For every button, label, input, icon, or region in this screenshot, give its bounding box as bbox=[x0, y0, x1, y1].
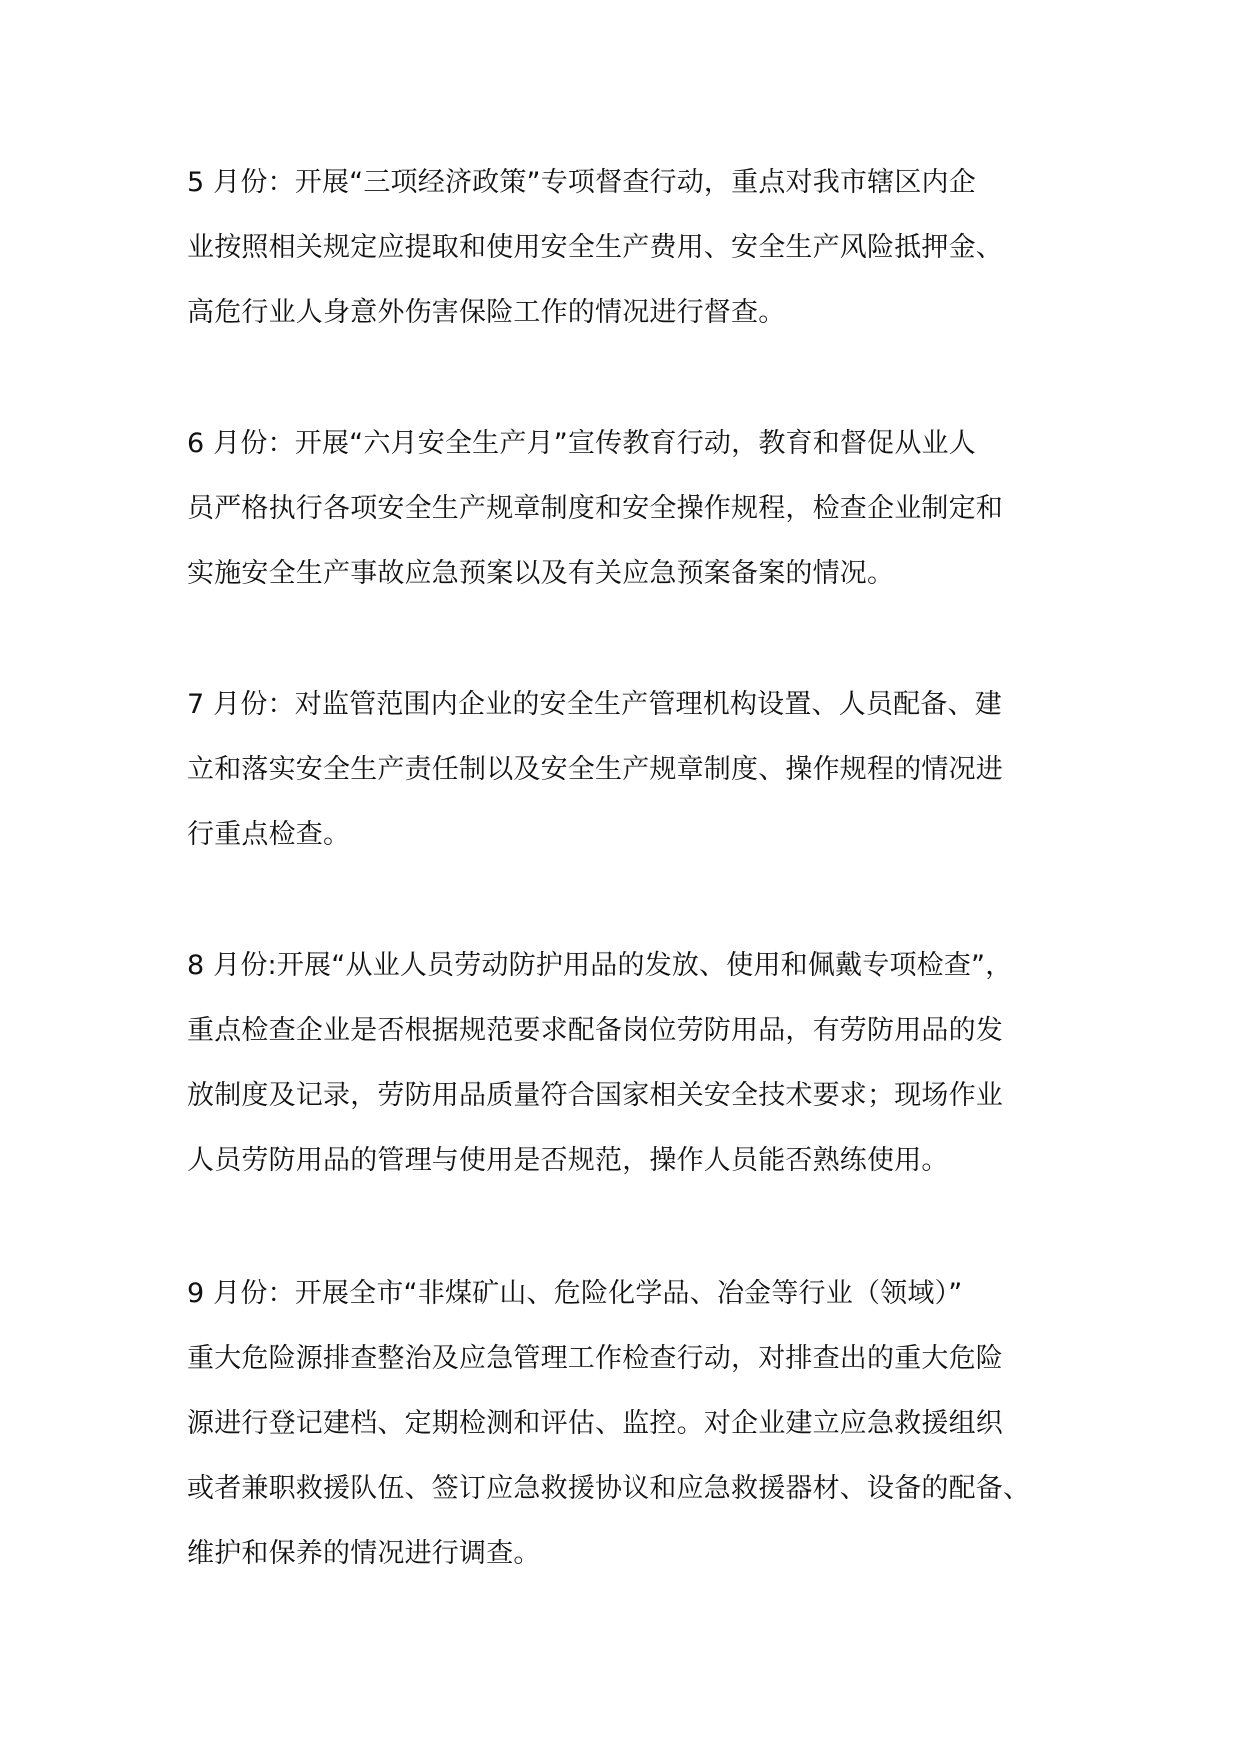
paragraph-line: 6 月份：开展“六月安全生产月”宣传教育行动，教育和督促从业人 bbox=[187, 428, 976, 459]
paragraph-line: 或者兼职救援队伍、签订应急救援协议和应急救援器材、设备的配备、 bbox=[187, 1473, 1031, 1504]
paragraph-line: 实施安全生产事故应急预案以及有关应急预案备案的情况。 bbox=[187, 558, 895, 589]
paragraph-line: 8 月份:开展“从业人员劳动防护用品的发放、使用和佩戴专项检查”， bbox=[187, 950, 1013, 981]
paragraph-september bbox=[187, 1261, 1030, 1586]
paragraph-line: 7 月份：对监管范围内企业的安全生产管理机构设置、人员配备、建 bbox=[187, 689, 1002, 720]
paragraph-line: 放制度及记录，劳防用品质量符合国家相关安全技术要求；现场作业 bbox=[187, 1080, 1003, 1111]
paragraph-august bbox=[187, 933, 1012, 1193]
paragraph-may bbox=[187, 150, 1003, 345]
paragraph-line: 人员劳防用品的管理与使用是否规范，操作人员能否熟练使用。 bbox=[187, 1145, 949, 1176]
paragraph-line: 行重点检查。 bbox=[187, 819, 351, 850]
paragraph-line: 9 月份：开展全市“非煤矿山、危险化学品、冶金等行业（领域）” bbox=[187, 1278, 963, 1309]
paragraph-line: 5 月份：开展“三项经济政策”专项督查行动，重点对我市辖区内企 bbox=[187, 167, 976, 198]
paragraph-july bbox=[187, 672, 1003, 867]
paragraph-line: 员严格执行各项安全生产规章制度和安全操作规程，检查企业制定和 bbox=[187, 493, 1003, 524]
paragraph-line: 高危行业人身意外伤害保险工作的情况进行督查。 bbox=[187, 297, 786, 328]
paragraph-line: 源进行登记建档、定期检测和评估、监控。对企业建立应急救援组织 bbox=[187, 1408, 1003, 1439]
paragraph-june bbox=[187, 411, 1003, 606]
paragraph-line: 重点检查企业是否根据规范要求配备岗位劳防用品，有劳防用品的发 bbox=[187, 1015, 1003, 1046]
paragraph-line: 业按照相关规定应提取和使用安全生产费用、安全生产风险抵押金、 bbox=[187, 232, 1003, 263]
paragraph-line: 立和落实安全生产责任制以及安全生产规章制度、操作规程的情况进 bbox=[187, 754, 1003, 785]
paragraph-line: 维护和保养的情况进行调查。 bbox=[187, 1538, 541, 1569]
paragraph-line: 重大危险源排查整治及应急管理工作检查行动，对排查出的重大危险 bbox=[187, 1343, 1003, 1374]
